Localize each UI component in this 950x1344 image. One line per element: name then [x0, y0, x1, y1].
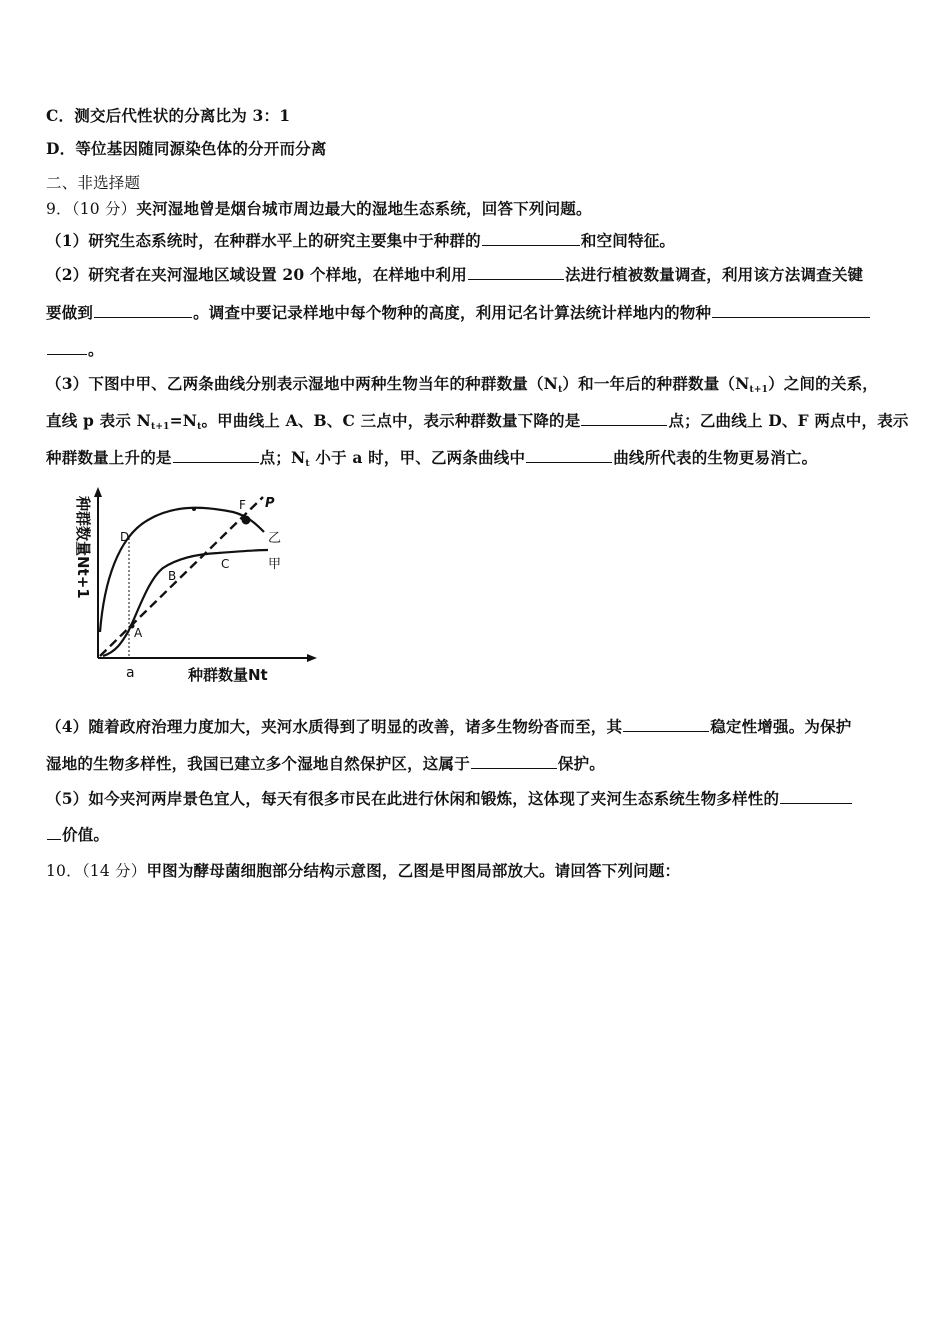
section-title: 二、非选择题 — [46, 174, 141, 192]
point-a-label: A — [134, 626, 143, 640]
q10-stem: 10．（14 分）甲图为酵母菌细胞部分结构示意图，乙图是甲图局部放大。请回答下列问题： — [46, 861, 681, 880]
y-axis — [94, 487, 102, 658]
answer-blank[interactable] — [471, 754, 557, 769]
q9-part1: （1）研究生态系统时，在种群水平上的研究主要集中于种群的 和空间特征。 — [46, 231, 676, 250]
x-axis-label: 种群数量Nt — [188, 666, 268, 684]
q9-stem: 9．（10 分）夹河湿地曾是烟台城市周边最大的湿地生态系统，回答下列问题。 — [46, 199, 592, 218]
option-d: D．等位基因随同源染色体的分开而分离 — [46, 139, 327, 158]
answer-blank[interactable] — [482, 231, 580, 246]
q9-part5-line2: 价值。 — [46, 823, 109, 845]
x-axis — [98, 654, 317, 662]
answer-blank[interactable] — [468, 265, 564, 280]
curve-yi — [100, 508, 264, 632]
tick-a: a — [126, 665, 135, 681]
q9-part3-line3: 种群数量上升的是 点；$N_t$ 小于 a 时，甲、乙两条曲线中 曲线所代表的生物更易消亡。 — [46, 448, 818, 469]
answer-blank[interactable] — [173, 448, 259, 463]
q9-part2-line2: 要做到 。调查中要记录样地中每个物种的高度，利用记名计算法统计样地内的物种 — [46, 301, 871, 323]
answer-blank[interactable] — [780, 789, 852, 804]
curve-jia-label: 甲 — [268, 557, 282, 572]
point-d-label: D — [120, 530, 130, 544]
point-top-dot — [192, 507, 196, 511]
answer-blank[interactable] — [47, 825, 61, 840]
q9-part4-line1: （4）随着政府治理力度加大，夹河水质得到了明显的改善，诸多生物纷沓而至，其 稳定性增强。为保护 — [46, 717, 852, 736]
q9-part2-line3: 。 — [46, 338, 104, 360]
answer-blank[interactable] — [581, 411, 667, 426]
point-f-label: F — [239, 498, 246, 512]
answer-blank[interactable] — [526, 448, 612, 463]
curve-jia — [103, 550, 268, 656]
q9-part3-line1: （3）下图中甲、乙两条曲线分别表示湿地中两种生物当年的种群数量$(N_t)$和一年后的种群数量$(N_{t+1})$之间的关系， — [46, 374, 878, 395]
q9-part3-line2: 直线 p 表示 $N_{t+1}=N_t$。甲曲线上 A、B、C 三点中，表示种群数量下降的是 点；乙曲线上 D、F 两点中，表示 — [46, 411, 909, 432]
point-f-dot — [242, 516, 251, 525]
q9-part2-line1: （2）研究者在夹河湿地区域设置 20 个样地，在样地中利用 法进行植被数量调查，利用该方法调查关键 — [46, 265, 864, 284]
q9-part5-line1: （5）如今夹河两岸景色宜人，每天有很多市民在此进行休闲和锻炼，这体现了夹河生态系统生物多样性的 — [46, 787, 853, 809]
answer-blank[interactable] — [94, 303, 192, 318]
line-p-label: P — [265, 496, 275, 511]
point-c-label: C — [221, 557, 230, 571]
option-c: C．测交后代性状的分离比为 3：1 — [46, 106, 291, 125]
answer-blank[interactable] — [712, 303, 870, 318]
population-graph — [58, 482, 328, 692]
answer-blank[interactable] — [623, 717, 709, 732]
answer-blank[interactable] — [47, 340, 87, 355]
y-axis-label: 种群数量Nt+1 — [74, 496, 92, 599]
point-b-label: B — [168, 569, 177, 583]
q9-part4-line2: 湿地的生物多样性，我国已建立多个湿地自然保护区，这属于 保护。 — [46, 754, 606, 773]
line-p — [100, 497, 263, 656]
curve-yi-label: 乙 — [268, 531, 282, 546]
